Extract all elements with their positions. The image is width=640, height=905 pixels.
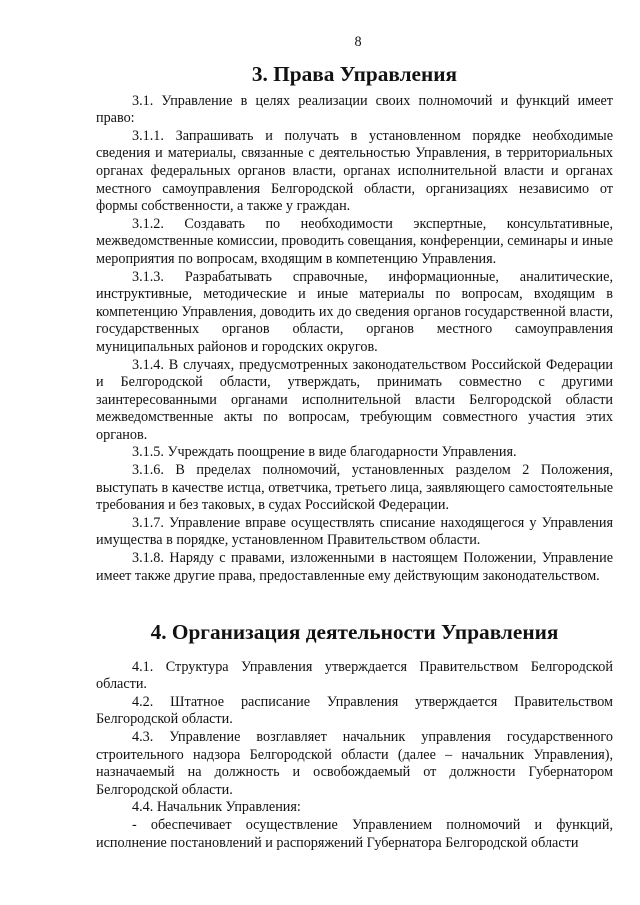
section-3-title: 3. Права Управления: [251, 62, 458, 86]
paragraph-3-1-1: 3.1.1. Запрашивать и получать в установленном порядке необходимые сведения и материалы, связанные с деятельностью Управления, в территориальных органах федеральных органов власти, органах исполнительной власти и органах местного самоуправления Белгородской области, организациях независимо от формы собственности, а также у граждан.: [96, 127, 613, 215]
paragraph-4-1: 4.1. Структура Управления утверждается Правительством Белгородской области.: [96, 658, 613, 693]
paragraph-3-1: 3.1. Управление в целях реализации своих полномочий и функций имеет право:: [96, 92, 613, 127]
paragraph-3-1-2: 3.1.2. Создавать по необходимости экспертные, консультативные, межведомственные комиссии, проводить совещания, конференции, семинары и иные мероприятия по вопросам, входящим в компетенцию Управления.: [96, 215, 613, 267]
paragraph-3-1-7: 3.1.7. Управление вправе осуществлять списание находящегося у Управления имущества в порядке, установленном Правительством области.: [96, 514, 613, 549]
paragraph-4-2: 4.2. Штатное расписание Управления утверждается Правительством Белгородской области.: [96, 693, 613, 728]
section-4-title: 4. Организация деятельности Управления: [150, 620, 559, 644]
section-4: [96, 620, 613, 852]
section-3: [96, 62, 613, 585]
paragraph-3-1-4: 3.1.4. В случаях, предусмотренных законодательством Российской Федерации и Белгородской области, утверждать, принимать совместно с другими заинтересованными органами исполнительной власти Белгородской области межведомственные акты по вопросам, требующим совместного участия этих органов.: [96, 356, 613, 443]
paragraph-3-1-3: 3.1.3. Разрабатывать справочные, информационные, аналитические, инструктивные, методические и иные материалы по вопросам, входящим в компетенцию Управления, доводить их до сведения органов государственной власти, государственных органов области, органов местного самоуправления муниципальных районов и городских округов.: [96, 268, 613, 355]
paragraph-3-1-6: 3.1.6. В пределах полномочий, установленных разделом 2 Положения, выступать в качестве истца, ответчика, третьего лица, заявляющего самостоятельные требования и без таковых, в судах Российской Федерации.: [96, 462, 613, 514]
paragraph-4-4: 4.4. Начальник Управления:: [132, 799, 301, 816]
paragraph-3-1-8: 3.1.8. Наряду с правами, изложенными в настоящем Положении, Управление имеет также другие права, предоставленные ему действующим законодательством.: [96, 550, 613, 584]
page-number: 8: [354, 34, 362, 50]
paragraph-4-3: 4.3. Управление возглавляет начальник управления государственного строительного надзора Белгородской области (далее – начальник Управления), назначаемый на должность и освобождаемый от должности Губернатором Белгородской области.: [96, 728, 613, 798]
paragraph-3-1-5: 3.1.5. Учреждать поощрение в виде благодарности Управления.: [132, 444, 517, 461]
paragraph-4-4-item: - обеспечивает осуществление Управлением полномочий и функций, исполнение постановлений и распоряжений Губернатора Белгородской области: [96, 816, 613, 851]
